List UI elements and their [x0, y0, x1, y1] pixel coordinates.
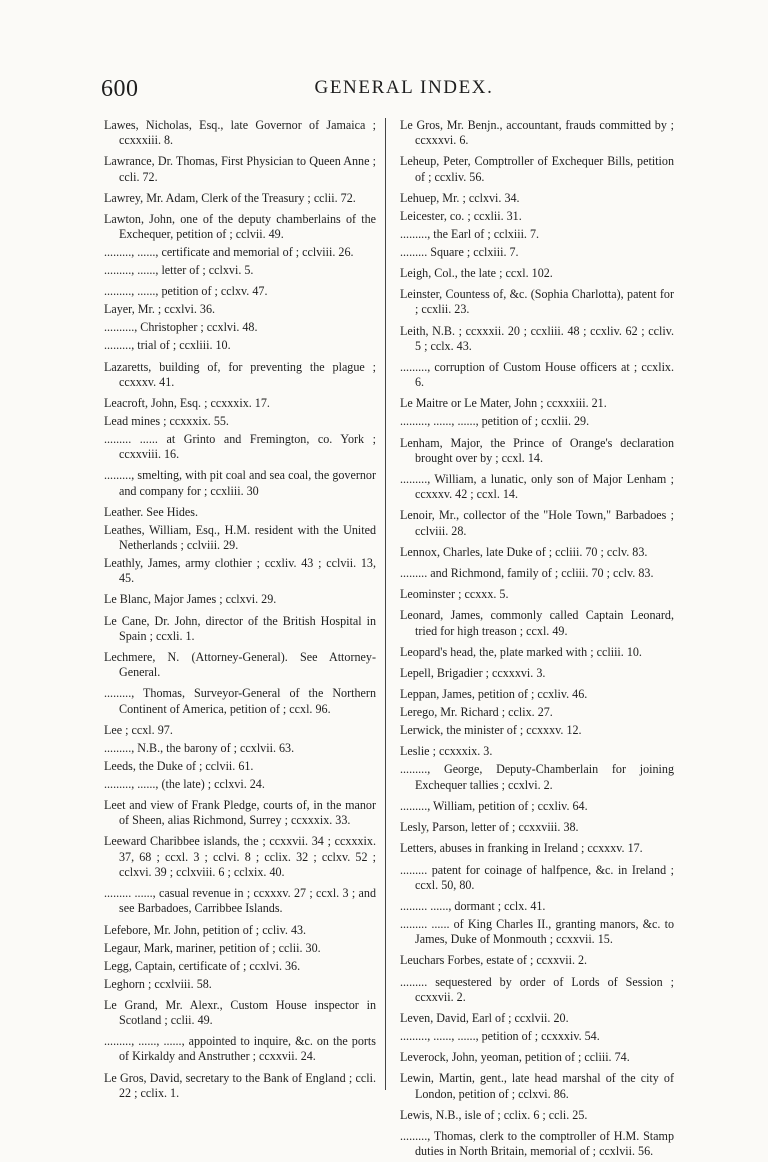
index-entry: ........., corruption of Custom House officers at ; ccxlix. 6. [400, 360, 674, 390]
index-entry: Lehuep, Mr. ; cclxvi. 34. [400, 190, 520, 205]
index-entry: ......... ...... at Grinto and Fremington, co. York ; ccxxviii. 16. [104, 432, 376, 462]
index-entry: Lenham, Major, the Prince of Orange's declaration brought over by ; ccxl. 14. [400, 435, 674, 465]
index-entry: Leinster, Countess of, &c. (Sophia Charlotta), patent for ; ccxlii. 23. [400, 287, 674, 317]
index-entry: ......... ......, dormant ; cclx. 41. [400, 898, 546, 913]
index-entry: ........., ......, certificate and memorial of ; cclviii. 26. [104, 245, 354, 260]
index-entry: Leominster ; ccxxx. 5. [400, 587, 509, 602]
index-entry: Letters, abuses in franking in Ireland ; ccxxxv. 17. [400, 841, 643, 856]
index-entry: ........., William, petition of ; ccxliv. 64. [400, 798, 588, 813]
index-entry: ......... ......, casual revenue in ; ccxxxv. 27 ; ccxl. 3 ; and see Barbadoes, Carribbee Islands. [104, 886, 376, 916]
index-entry: ........., George, Deputy-Chamberlain for joining Exchequer tallies ; ccxlvi. 2. [400, 762, 674, 792]
index-entry: ........., N.B., the barony of ; ccxlvii. 63. [104, 740, 295, 755]
index-entry: ........., William, a lunatic, only son of Major Lenham ; ccxxxv. 42 ; ccxl. 14. [400, 472, 674, 502]
index-entry: ......... and Richmond, family of ; ccliii. 70 ; cclv. 83. [400, 566, 654, 581]
index-entry: Leven, David, Earl of ; ccxlvii. 20. [400, 1010, 569, 1025]
index-entry: ........., ......, ......, petition of ; ccxlii. 29. [400, 414, 590, 429]
index-entry: Leigh, Col., the late ; ccxl. 102. [400, 266, 553, 281]
index-entry: Leet and view of Frank Pledge, courts of, in the manor of Sheen, alias Richmond, Surrey ; ccxxxix. 33. [104, 798, 376, 828]
index-entry: Leuchars Forbes, estate of ; ccxxvii. 2. [400, 953, 588, 968]
column-divider [385, 118, 386, 1090]
index-entry: Lennox, Charles, late Duke of ; ccliii. 70 ; cclv. 83. [400, 544, 648, 559]
index-entry: Lenoir, Mr., collector of the "Hole Town," Barbadoes ; cclviii. 28. [400, 508, 674, 538]
running-head: GENERAL INDEX. [314, 77, 494, 98]
index-entry: Leathly, James, army clothier ; ccxliv. 43 ; cclvii. 13, 45. [104, 556, 376, 586]
index-entry: Leathes, William, Esq., H.M. resident with the United Netherlands ; cclviii. 29. [104, 522, 376, 553]
index-entry: Lewis, N.B., isle of ; cclix. 6 ; ccli. 25. [400, 1107, 588, 1122]
index-entry: Lesly, Parson, letter of ; ccxxviii. 38. [400, 820, 579, 835]
index-entry: Lawrey, Mr. Adam, Clerk of the Treasury ; cclii. 72. [104, 190, 356, 205]
index-entry: Leheup, Peter, Comptroller of Exchequer Bills, petition of ; ccxliv. 56. [400, 154, 674, 184]
index-entry: Leicester, co. ; ccxlii. 31. [400, 208, 522, 223]
index-entry: Lead mines ; ccxxxix. 55. [104, 414, 229, 429]
index-entry: Leith, N.B. ; ccxxxii. 20 ; ccxliii. 48 ; ccxliv. 62 ; ccliv. 5 ; cclx. 43. [400, 323, 674, 353]
index-entry: Lawton, John, one of the deputy chamberlains of the Exchequer, petition of ; cclvii. 49. [104, 212, 376, 242]
index-entry: Le Maitre or Le Mater, John ; ccxxxiii. 21. [400, 396, 607, 411]
index-entry: Lerwick, the minister of ; ccxxxv. 12. [400, 723, 582, 738]
index-entry: ........., ......, (the late) ; cclxvi. 24. [104, 776, 265, 791]
index-entry: Leghorn ; ccxlviii. 58. [104, 976, 212, 991]
index-entry: ......... Square ; cclxiii. 7. [400, 244, 519, 259]
index-entry: Legaur, Mark, mariner, petition of ; cclii. 30. [104, 940, 321, 955]
index-entry: Le Blanc, Major James ; cclxvi. 29. [104, 592, 277, 607]
index-entry: Leather. See Hides. [104, 504, 199, 519]
index-entry: Le Gros, David, secretary to the Bank of England ; ccli. 22 ; cclix. 1. [104, 1070, 376, 1100]
index-entry: ........., ......, letter of ; cclxvi. 5. [104, 263, 254, 278]
index-entry: Lerego, Mr. Richard ; cclix. 27. [400, 705, 553, 720]
index-entry: Leppan, James, petition of ; ccxliv. 46. [400, 687, 588, 702]
index-entry: Legg, Captain, certificate of ; ccxlvi. 36. [104, 958, 301, 973]
index-entry: Le Cane, Dr. John, director of the British Hospital in Spain ; ccxli. 1. [104, 613, 376, 643]
index-entry: ........., Thomas, clerk to the comptroller of H.M. Stamp duties in North Britain, memorial of ; ccxlvii. 56. [400, 1128, 674, 1159]
index-entry: Leeward Charibbee islands, the ; ccxxvii. 34 ; ccxxxix. 37, 68 ; ccxl. 3 ; cclvi. 8 ; cclix. 32 ; cclxv. 52 ; cclxvi. 39 ; cclxviii. 6 ; cclxix. 40. [104, 834, 376, 879]
index-entry: Leverock, John, yeoman, petition of ; ccliii. 74. [400, 1050, 630, 1065]
index-entry: Le Grand, Mr. Alexr., Custom House inspector in Scotland ; cclii. 49. [104, 997, 376, 1027]
index-entry: Lefebore, Mr. John, petition of ; ccliv. 43. [104, 922, 307, 937]
page-number: 600 [101, 76, 139, 102]
index-entry: ......... ...... of King Charles II., granting manors, &c. to James, Duke of Monmouth ; ccxxvii. 15. [400, 916, 674, 947]
index-entry: Lazaretts, building of, for preventing the plague ; ccxxxv. 41. [104, 359, 376, 389]
index-entry: Leopard's head, the, plate marked with ; ccliii. 10. [400, 644, 642, 659]
index-entry: Lewin, Martin, gent., late head marshal of the city of London, petition of ; cclxvi. 86. [400, 1071, 674, 1101]
index-entry: Lawes, Nicholas, Esq., late Governor of Jamaica ; ccxxxiii. 8. [104, 118, 376, 148]
index-entry: Layer, Mr. ; ccxlvi. 36. [104, 302, 216, 317]
index-entry: ........., Thomas, Surveyor-General of the Northern Continent of America, petition of ; ccxl. 96. [104, 686, 376, 716]
index-entry: Leeds, the Duke of ; cclvii. 61. [104, 758, 254, 773]
index-entry: ......... sequestered by order of Lords of Session ; ccxxvii. 2. [400, 974, 674, 1004]
index-entry: Leacroft, John, Esq. ; ccxxxix. 17. [104, 396, 270, 411]
index-entry: ........., ......, ......, petition of ; ccxxxiv. 54. [400, 1028, 600, 1043]
index-entry: Le Gros, Mr. Benjn., accountant, frauds committed by ; ccxxxvi. 6. [400, 118, 674, 148]
index-entry: ........., ......, ......, appointed to inquire, &c. on the ports of Kirkaldy and Anstruther ; ccxxvii. 24. [104, 1034, 376, 1064]
index-entry: Lawrance, Dr. Thomas, First Physician to Queen Anne ; ccli. 72. [104, 154, 376, 184]
index-entry: Leonard, James, commonly called Captain Leonard, tried for high treason ; ccxl. 49. [400, 608, 674, 638]
index-entry: Lee ; ccxl. 97. [104, 722, 173, 737]
index-entry: Lepell, Brigadier ; ccxxxvi. 3. [400, 666, 546, 681]
index-column-left [104, 118, 376, 1104]
index-entry: ........., trial of ; ccxliii. 10. [104, 338, 231, 353]
index-entry: ........., ......, petition of ; cclxv. 47. [104, 284, 268, 299]
index-entry: Lechmere, N. (Attorney-General). See Attorney-General. [104, 650, 376, 680]
index-entry: .........., Christopher ; ccxlvi. 48. [104, 320, 258, 335]
index-entry: ......... patent for coinage of halfpence, &c. in Ireland ; ccxl. 50, 80. [400, 862, 674, 892]
index-entry: ........., the Earl of ; cclxiii. 7. [400, 226, 540, 241]
index-entry: ........., smelting, with pit coal and sea coal, the governor and company for ; ccxliii. 30 [104, 468, 376, 498]
index-column-right [400, 118, 674, 1162]
index-entry: Leslie ; ccxxxix. 3. [400, 744, 493, 759]
